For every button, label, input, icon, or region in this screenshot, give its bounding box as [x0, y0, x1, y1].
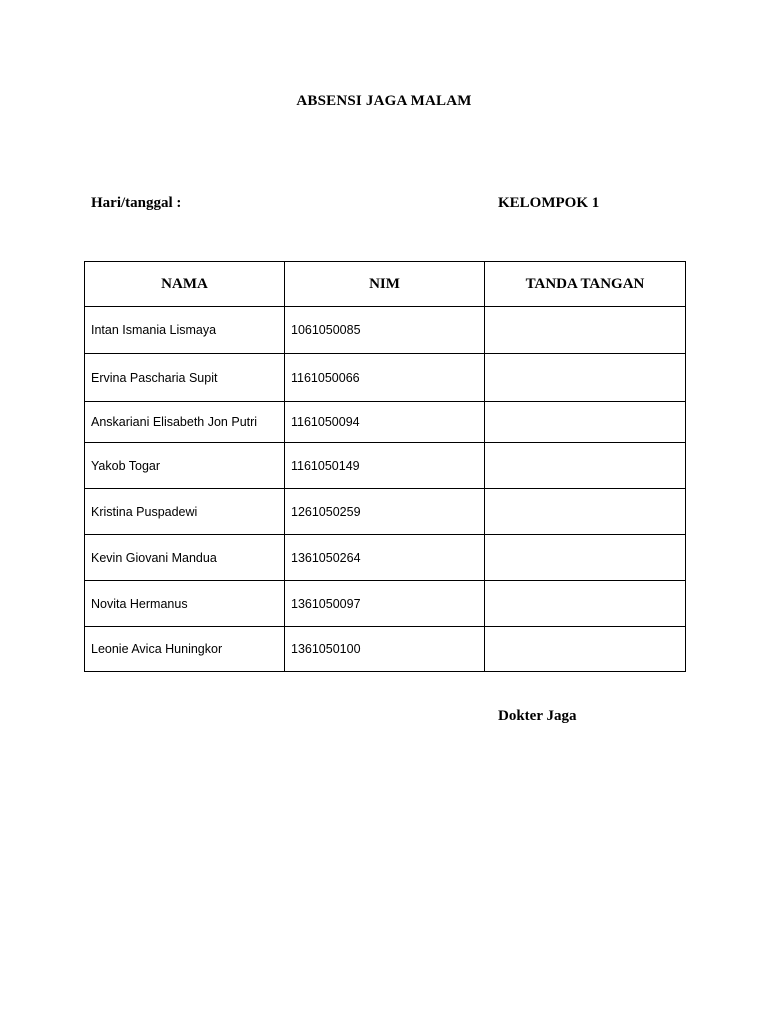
header-nim: NIM: [285, 262, 485, 307]
table-row: [85, 627, 686, 672]
cell-nim: 1161050149: [285, 443, 485, 489]
cell-tanda-tangan: [485, 307, 686, 354]
cell-nim: 1161050066: [285, 354, 485, 402]
table-row: [85, 535, 686, 581]
cell-nama: Anskariani Elisabeth Jon Putri: [85, 402, 285, 443]
cell-tanda-tangan: [485, 535, 686, 581]
table-row: [85, 307, 686, 354]
cell-nim: 1361050100: [285, 627, 485, 672]
cell-nim: 1361050097: [285, 581, 485, 627]
page-title: ABSENSI JAGA MALAM: [296, 93, 472, 109]
table-row: [85, 354, 686, 402]
cell-nama: Novita Hermanus: [85, 581, 285, 627]
cell-nim: 1261050259: [285, 489, 485, 535]
cell-tanda-tangan: [485, 402, 686, 443]
cell-nama: Ervina Pascharia Supit: [85, 354, 285, 402]
attendance-table: [84, 261, 686, 672]
table-header-row: [85, 262, 686, 307]
cell-tanda-tangan: [485, 354, 686, 402]
cell-nim: 1161050094: [285, 402, 485, 443]
cell-nama: Kristina Puspadewi: [85, 489, 285, 535]
table-row: [85, 443, 686, 489]
table-row: [85, 402, 686, 443]
cell-nama: Intan Ismania Lismaya: [85, 307, 285, 354]
cell-tanda-tangan: [485, 581, 686, 627]
cell-nim: 1061050085: [285, 307, 485, 354]
cell-nama: Kevin Giovani Mandua: [85, 535, 285, 581]
table-row: [85, 581, 686, 627]
cell-nim: 1361050264: [285, 535, 485, 581]
table-row: [85, 489, 686, 535]
date-label: Hari/tanggal :: [91, 195, 182, 211]
header-tanda-tangan: TANDA TANGAN: [485, 262, 686, 307]
cell-nama: Leonie Avica Huningkor: [85, 627, 285, 672]
cell-tanda-tangan: [485, 627, 686, 672]
group-label: KELOMPOK 1: [498, 195, 600, 211]
header-nama: NAMA: [85, 262, 285, 307]
cell-tanda-tangan: [485, 489, 686, 535]
cell-tanda-tangan: [485, 443, 686, 489]
signer-label: Dokter Jaga: [498, 708, 577, 724]
cell-nama: Yakob Togar: [85, 443, 285, 489]
